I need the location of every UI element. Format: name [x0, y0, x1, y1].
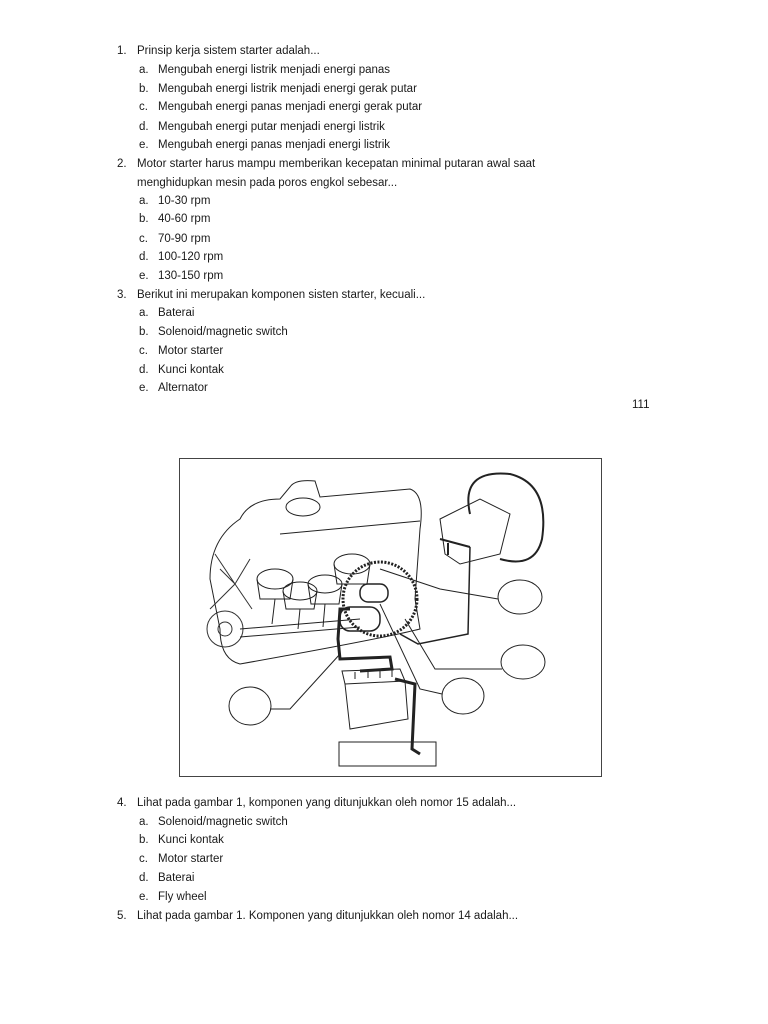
label-circle	[498, 580, 542, 614]
question-text: menghidupkan mesin pada poros engkol sebesar...	[137, 177, 398, 189]
option-letter: e.	[139, 139, 149, 151]
option-text: Motor starter	[158, 345, 224, 357]
page-number: 111	[632, 399, 650, 411]
pistons	[257, 554, 370, 629]
label-circle	[229, 687, 271, 725]
option-letter: b.	[139, 834, 149, 846]
option-text: Motor starter	[158, 853, 224, 865]
question-number: 1.	[117, 45, 127, 57]
question-number: 4.	[117, 797, 127, 809]
engine-line	[280, 521, 420, 534]
option-letter: d.	[139, 251, 149, 263]
leader-line	[270, 654, 340, 709]
question-text: Berikut ini merupakan komponen sisten starter, kecuali...	[137, 289, 426, 301]
question-number: 2.	[117, 158, 127, 170]
option-text: 70-90 rpm	[158, 233, 211, 245]
caption-box	[339, 742, 436, 766]
option-text: Solenoid/magnetic switch	[158, 326, 288, 338]
option-text: Baterai	[158, 872, 195, 884]
leader-line	[380, 569, 498, 599]
label-circle	[442, 678, 484, 714]
steering-wheel	[468, 474, 543, 562]
option-letter: c.	[139, 345, 148, 357]
leader-line	[380, 604, 442, 694]
label-circle	[501, 645, 545, 679]
option-text: 100-120 rpm	[158, 251, 224, 263]
option-text: 40-60 rpm	[158, 213, 211, 225]
option-text: Kunci kontak	[158, 834, 224, 846]
option-text: Baterai	[158, 307, 195, 319]
option-letter: d.	[139, 121, 149, 133]
option-text: Mengubah energi listrik menjadi energi gerak putar	[158, 83, 417, 95]
question-text: Lihat pada gambar 1. Komponen yang ditunjukkan oleh nomor 14 adalah...	[137, 910, 519, 922]
option-letter: b.	[139, 83, 149, 95]
question-text: Motor starter harus mampu memberikan kecepatan minimal putaran awal saat	[137, 158, 536, 170]
option-text: 130-150 rpm	[158, 270, 224, 282]
option-text: 10-30 rpm	[158, 195, 211, 207]
option-letter: d.	[139, 364, 149, 376]
option-text: Solenoid/magnetic switch	[158, 816, 288, 828]
question-number: 3.	[117, 289, 127, 301]
option-letter: c.	[139, 853, 148, 865]
option-letter: b.	[139, 213, 149, 225]
option-text: Mengubah energi panas menjadi energi gerak putar	[158, 101, 423, 113]
option-letter: d.	[139, 872, 149, 884]
starter-system-diagram	[180, 459, 600, 775]
starter-system-figure	[179, 458, 602, 777]
battery	[342, 669, 408, 729]
option-text: Kunci kontak	[158, 364, 224, 376]
option-text: Alternator	[158, 382, 208, 394]
option-letter: a.	[139, 195, 149, 207]
option-letter: c.	[139, 233, 148, 245]
option-letter: a.	[139, 816, 149, 828]
wire-ignition	[400, 547, 470, 644]
question-number: 5.	[117, 910, 127, 922]
option-letter: e.	[139, 891, 149, 903]
option-text: Mengubah energi putar menjadi energi listrik	[158, 121, 385, 133]
option-letter: a.	[139, 307, 149, 319]
steering-column	[440, 499, 510, 564]
option-text: Fly wheel	[158, 891, 207, 903]
option-letter: c.	[139, 101, 148, 113]
option-letter: e.	[139, 270, 149, 282]
solenoid	[360, 584, 388, 602]
option-text: Mengubah energi panas menjadi energi listrik	[158, 139, 391, 151]
option-letter: a.	[139, 64, 149, 76]
fan	[207, 554, 252, 647]
oil-cap	[286, 498, 320, 516]
option-text: Mengubah energi listrik menjadi energi panas	[158, 64, 391, 76]
question-text: Lihat pada gambar 1, komponen yang ditunjukkan oleh nomor 15 adalah...	[137, 797, 517, 809]
option-letter: b.	[139, 326, 149, 338]
question-text: Prinsip kerja sistem starter adalah...	[137, 45, 320, 57]
option-letter: e.	[139, 382, 149, 394]
